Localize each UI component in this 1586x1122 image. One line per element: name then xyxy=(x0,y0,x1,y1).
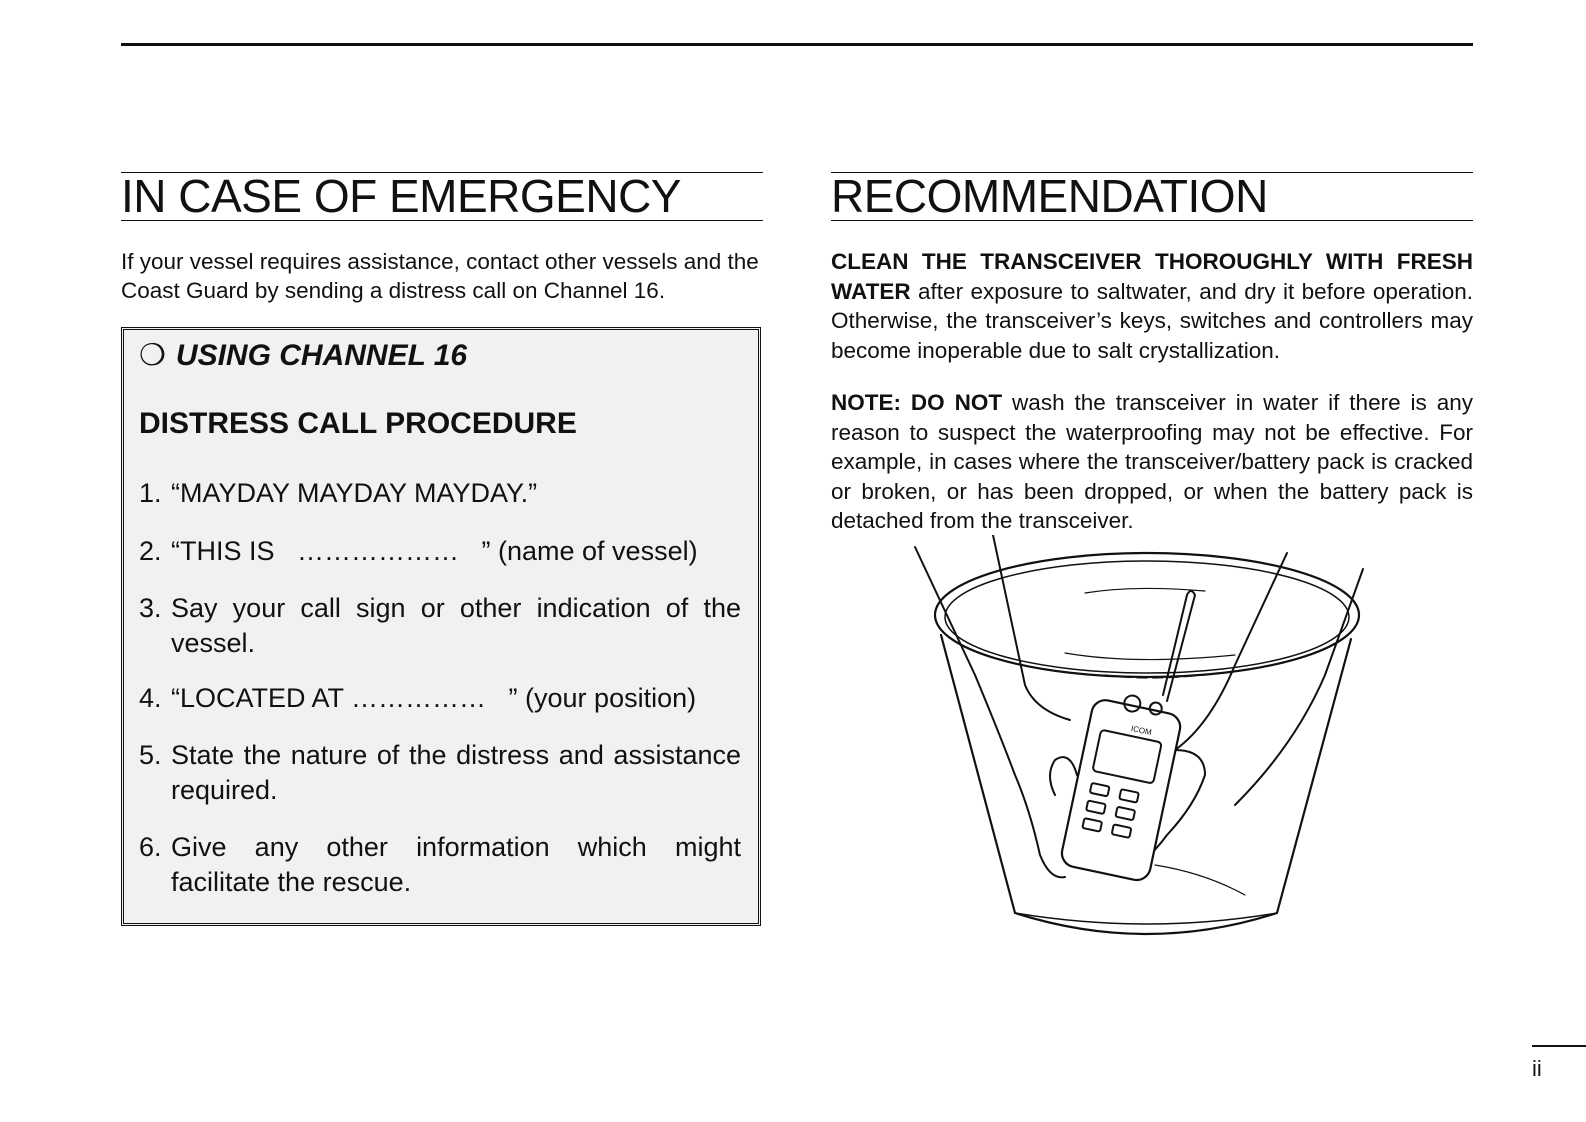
step-number: 4. xyxy=(139,683,162,713)
step-number: 3. xyxy=(139,593,162,623)
water-line xyxy=(1065,653,1235,660)
step-number: 5. xyxy=(139,740,162,770)
emergency-intro: If your vessel requires assistance, contact other vessels and the Coast Guard by sending a distress call on Channel 16. xyxy=(121,249,759,303)
recommendation-heading: RECOMMENDATION xyxy=(831,172,1473,221)
bucket-bottom xyxy=(1015,913,1277,924)
washing-transceiver-illustration xyxy=(905,535,1405,965)
step-item xyxy=(139,738,741,808)
antenna xyxy=(1163,591,1195,701)
step-item xyxy=(139,681,741,716)
step-number: 2. xyxy=(139,536,162,566)
left-fingers xyxy=(1050,757,1077,795)
water-line xyxy=(1155,865,1245,895)
step-text: “LOCATED AT …………… ” (your position) xyxy=(171,683,697,713)
step-text: Say your call sign or other indication of the vessel. xyxy=(171,593,741,658)
clean-emphasis: CLEAN THE TRANSCEIVER THOROUGHLY WITH FRESH WATER xyxy=(831,249,1473,304)
note-body: wash the transceiver in water if there is any reason to suspect the waterproofing may not be effective. For example, in cases where the transceiver/battery pack is cracked or broken, or has been dropped, or when the battery pack is detached from the transceiver. xyxy=(831,390,1473,533)
distress-call-title: DISTRESS CALL PROCEDURE xyxy=(139,407,577,440)
page-number: ii xyxy=(1532,1056,1542,1081)
bucket-rim xyxy=(935,553,1359,677)
step-item xyxy=(139,476,741,511)
step-text: Give any other information which might facilitate the rescue. xyxy=(171,832,741,897)
left-arm xyxy=(915,547,975,675)
step-item xyxy=(139,830,741,900)
step-text: State the nature of the distress and assistance required. xyxy=(171,740,741,805)
channel-16-label: USING CHANNEL 16 xyxy=(175,339,468,372)
left-hand xyxy=(975,675,1065,877)
right-arm xyxy=(1175,553,1287,750)
water-line xyxy=(1085,588,1205,593)
step-number: 6. xyxy=(139,832,162,862)
clean-body: after exposure to saltwater, and dry it before operation. Otherwise, the transceiver’s keys, switches and controllers may become inoperable due to salt crystallization. xyxy=(831,278,1473,363)
step-number: 1. xyxy=(139,478,162,508)
bucket-rim-inner xyxy=(945,561,1349,673)
step-text: “THIS IS ……………… ” (name of vessel) xyxy=(171,536,698,566)
brand-label: ICOM xyxy=(1130,723,1153,738)
note-emphasis: NOTE: DO NOT xyxy=(831,390,1003,415)
step-text: “MAYDAY MAYDAY MAYDAY.” xyxy=(171,478,538,508)
transceiver xyxy=(1059,688,1184,883)
step-item xyxy=(139,591,741,661)
step-item xyxy=(139,534,741,569)
note-paragraph xyxy=(831,388,1473,536)
channel-16-subheading xyxy=(139,338,467,373)
distress-procedure-box xyxy=(121,327,761,926)
clean-paragraph xyxy=(831,247,1473,365)
circle-bullet-icon: ❍ xyxy=(139,339,166,372)
page-number-rule xyxy=(1532,1045,1586,1047)
top-rule xyxy=(121,43,1473,46)
emergency-heading: IN CASE OF EMERGENCY xyxy=(121,172,763,221)
